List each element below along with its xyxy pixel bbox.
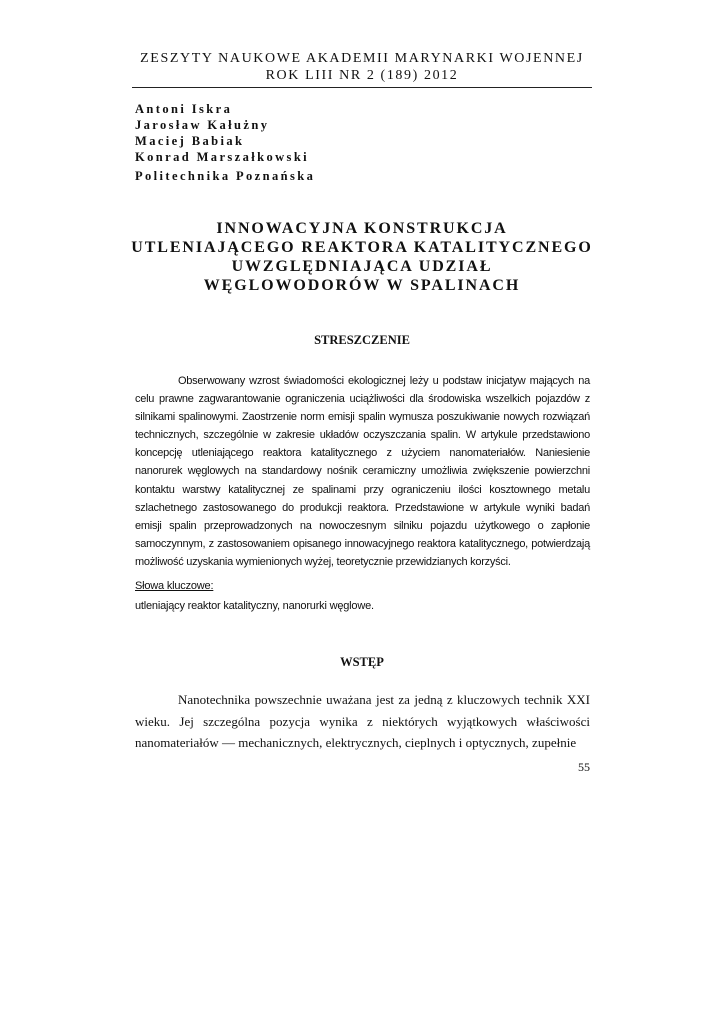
author-name: Jarosław Kałużny [135, 118, 270, 132]
author-block [135, 101, 315, 184]
title-line: INNOWACYJNA KONSTRUKCJA [216, 220, 508, 237]
intro-body [135, 689, 590, 754]
journal-header [132, 50, 592, 84]
keywords-text: utleniający reaktor katalityczny, nanorurki węglowe. [135, 600, 374, 612]
abstract-body [135, 372, 590, 571]
author-name: Maciej Babiak [135, 134, 245, 148]
page-number: 55 [578, 760, 590, 774]
affiliation: Politechnika Poznańska [135, 169, 316, 183]
header-rule [132, 87, 592, 88]
journal-name: ZESZYTY NAUKOWE AKADEMII MARYNARKI WOJENNEJ [140, 51, 584, 66]
keywords-label: Słowa kluczowe: [135, 580, 214, 592]
journal-issue: ROK LIII NR 2 (189) 2012 [265, 68, 459, 83]
title-line: UTLENIAJĄCEGO REAKTORA KATALITYCZNEGO [131, 239, 593, 256]
abstract-heading: STRESZCZENIE [314, 333, 410, 347]
intro-heading: WSTĘP [340, 655, 384, 669]
intro-text: Nanotechnika powszechnie uważana jest za jedną z kluczowych technik XXI wieku. Jej szczególna pozycja wynika z niektórych wyjątkowych właściwości nanomateriałów — mechanicznych, elektrycznych, cieplnych i optycznych, zupełnie [135, 692, 590, 750]
author-name: Antoni Iskra [135, 102, 233, 116]
title-line: WĘGLOWODORÓW W SPALINACH [203, 277, 521, 294]
author-name: Konrad Marszałkowski [135, 150, 310, 164]
title-line: UWZGLĘDNIAJĄCA UDZIAŁ [231, 258, 493, 275]
paper-title [120, 219, 604, 295]
abstract-text: Obserwowany wzrost świadomości ekologicznej leży u podstaw inicjatyw mających na celu prawne zagwarantowanie ograniczenia uciążliwości dla środowiska wszelkich pojazdów z silnikami spalinowymi. Zaostrzenie norm emisji spalin wymusza poszukiwanie nowych rozwiązań technicznych, szczególnie w zakresie układów oczyszczania spalin. W artykule przedstawiono koncepcję utleniającego reaktora katalitycznego z użyciem nanomateriałów. Naniesienie nanorurek węglowych na standardowy nośnik ceramiczny umożliwia zwiększenie powierzchni kontaktu warstwy katalitycznej ze spalinami przy ograniczeniu ilości kosztownego metalu szlachetnego zastosowanego do produkcji reaktora. Przedstawione w artykule wyniki badań emisji spalin przeprowadzonych na nowoczesnym silniku pojazdu użytkowego o zapłonie samoczynnym, z zastosowaniem opisanego innowacyjnego reaktora katalitycznego, potwierdzają możliwość uzyskania wymienionych wyżej, teoretycznie przewidzianych korzyści. [135, 375, 590, 568]
